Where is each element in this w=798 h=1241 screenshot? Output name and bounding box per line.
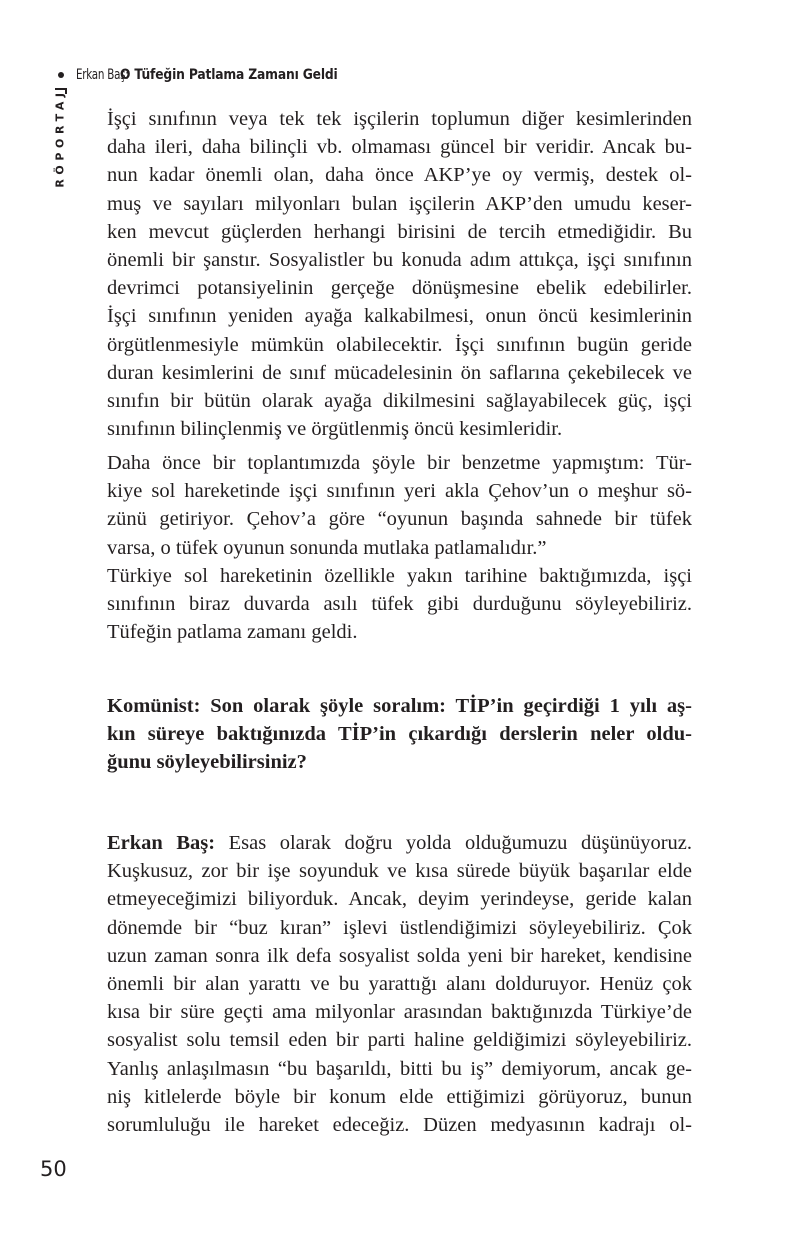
text-line: etmeyeceğimizi biliyorduk. Ancak, deyim yerindeyse, geride kalan: [107, 888, 692, 911]
text-line: sınıfının biraz duvarda asılı tüfek gibi durduğunu söyleyebiliriz.: [107, 593, 692, 616]
text-line: Yanlış anlaşılmasın “bu başarıldı, bitti bu iş” demiyorum, ancak ge-: [107, 1057, 692, 1080]
text-line: ken mevcut güçlerden herhangi birisini de tercih etmediğidir. Bu: [107, 220, 692, 243]
page-number: 50: [40, 1157, 67, 1181]
text-line: kısa bir süre geçti ama milyonlar arasından baktığınızda Türkiye’de: [107, 1001, 692, 1024]
text-line: niş kitlelerde böyle bir konum elde ettiğimizi görüyoruz, bunun: [107, 1085, 692, 1108]
text-line: sınıfının bilinçlenmiş ve örgütlenmiş öncü kesimleridir.: [107, 418, 563, 441]
text-line: dönemde bir “buz kıran” işlevi üstlendiğimizi söyleyebiliriz. Çok: [107, 916, 692, 939]
answer-text: Esas olarak doğru yolda olduğumuzu düşünüyoruz.: [215, 832, 692, 854]
paragraph-2: [107, 449, 692, 562]
text-line: uzun zaman sonra ilk defa sosyalist solda yeni bir hareket, kendisine: [107, 944, 692, 967]
text-line: sorumluluğu ile hareket edeceğiz. Düzen medyasının kadrajı ol-: [107, 1113, 692, 1136]
text-line: sınıfın bir bütün olarak ayağa dikilmesini sağlayabilecek güç, işçi: [107, 389, 692, 412]
bullet-icon: [58, 72, 64, 78]
text-line: Daha önce bir toplantımızda şöyle bir benzetme yapmıştım: Tür-: [107, 452, 692, 474]
text-line: kiye sol hareketinde işçi sınıfının yeri akla Çehov’un o meşhur sö-: [107, 480, 692, 503]
running-head-author: Erkan Baş:: [76, 67, 129, 83]
text-line: önemli bir şanstır. Sosyalistler bu konuda adım attıkça, işçi sınıfının: [107, 248, 692, 271]
section-label-text: RÖPORTAJ: [53, 88, 67, 188]
speaker-name: Erkan Baş:: [107, 832, 216, 854]
text-line: daha ileri, daha bilinçli vb. olmaması güncel bir veridir. Ancak bu-: [107, 136, 692, 159]
text-line: zünü getiriyor. Çehov’a göre “oyunun başında sahnede bir tüfek: [107, 508, 692, 531]
text-line: duran kesimlerini de sınıf mücadelesinin ön saflarına çekebilecek ve: [107, 361, 692, 384]
text-line: muş ve sayıları milyonları bulan işçilerin AKP’den umudu keser-: [107, 192, 692, 215]
text-line: İşçi sınıfının yeniden ayağa kalkabilmesi, onun öncü kesimlerinin: [107, 305, 692, 328]
paragraph-3: [107, 562, 692, 647]
running-head: [58, 64, 367, 86]
text-line: varsa, o tüfek oyunun sonunda mutlaka patlamalıdır.”: [107, 536, 547, 559]
text-line: Tüfeğin patlama zamanı geldi.: [107, 621, 358, 644]
answer-first-line: [107, 829, 692, 857]
paragraph-1: [107, 105, 692, 443]
interview-question: [107, 692, 692, 777]
question-line: ğunu söyleyebilirsiniz?: [107, 751, 307, 774]
question-line: Komünist: Son olarak şöyle soralım: TİP’in geçirdiği 1 yılı aş-: [107, 695, 692, 717]
text-line: sosyalist solu temsil eden bir parti haline geldiğimizi söyleyebiliriz.: [107, 1029, 692, 1052]
question-line: kın süreye baktığınızda TİP’in çıkardığı derslerin neler oldu-: [107, 723, 692, 746]
text-line: önemli bir alan yarattı ve bu yarattığı alanı dolduruyor. Henüz çok: [107, 972, 692, 995]
text-line: Kuşkusuz, zor bir işe soyunduk ve kısa sürede büyük başarılar elde: [107, 860, 692, 883]
text-line: İşçi sınıfının veya tek tek işçilerin toplumun diğer kesimlerinden: [107, 108, 692, 130]
running-head-title: O Tüfeğin Patlama Zamanı Geldi: [120, 67, 338, 83]
text-line: örgütlenmesiyle mümkün olabilecektir. İşçi sınıfının bugün geride: [107, 333, 692, 356]
text-line: Türkiye sol hareketinin özellikle yakın tarihine baktığımızda, işçi: [107, 565, 692, 587]
text-line: devrimci potansiyelinin gerçeğe dönüşmesine ebelik edebilirler.: [107, 277, 692, 300]
section-label: [50, 88, 70, 188]
text-line: nun kadar önemli olan, daha önce AKP’ye oy vermiş, destek ol-: [107, 164, 692, 187]
interview-answer: [107, 829, 692, 1139]
